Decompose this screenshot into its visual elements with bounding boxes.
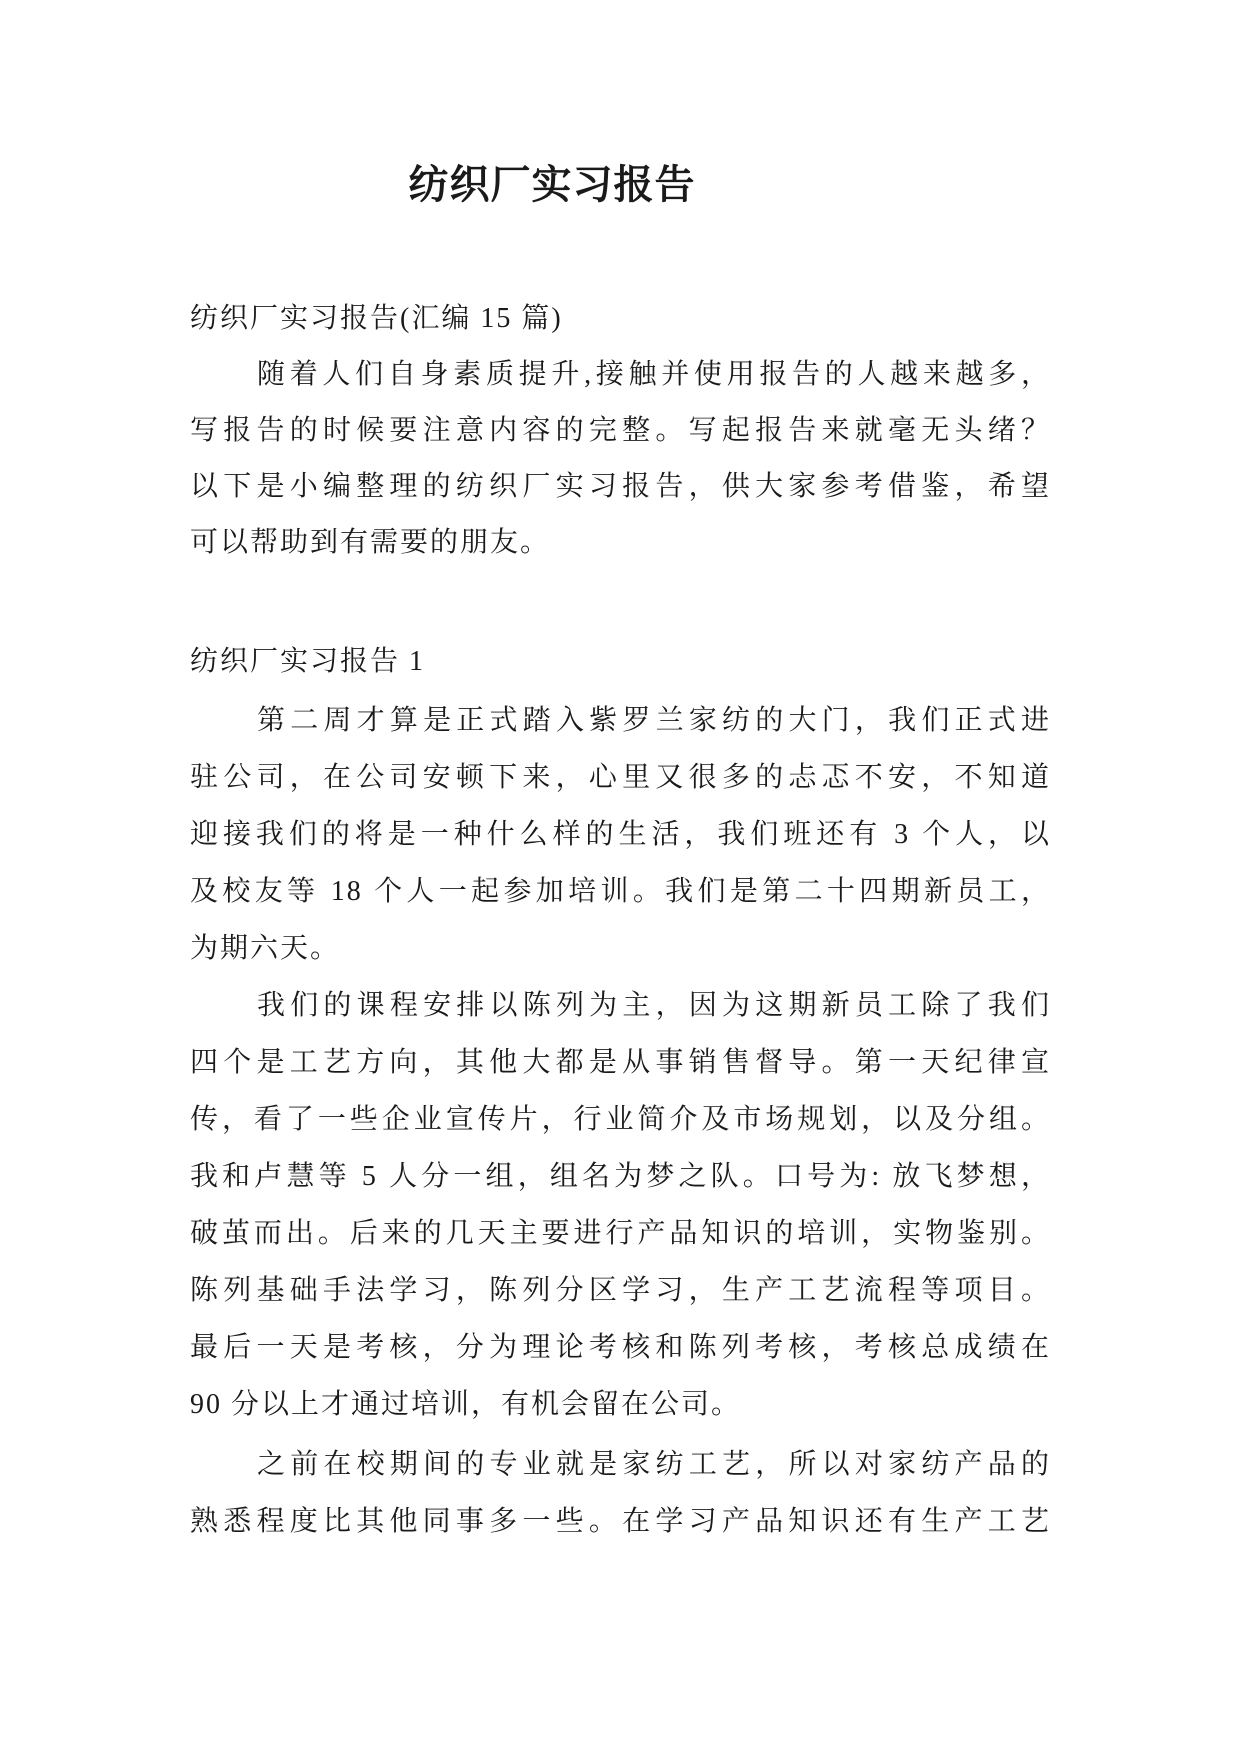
paragraph-line: 之前在校期间的专业就是家纺工艺，所以对家纺产品的 <box>257 1449 1051 1480</box>
document-title: 纺织厂实习报告 <box>408 162 696 207</box>
paragraph-line: 破茧而出。后来的几天主要进行产品知识的培训，实物鉴别。 <box>190 1218 1051 1249</box>
paragraph-line: 陈列基础手法学习，陈列分区学习，生产工艺流程等项目。 <box>190 1275 1051 1306</box>
paragraph <box>190 977 1051 1433</box>
paragraph <box>190 1436 1051 1550</box>
paragraph-line: 驻公司，在公司安顿下来，心里又很多的忐忑不安，不知道 <box>190 762 1051 793</box>
paragraph-line: 以下是小编整理的纺织厂实习报告，供大家参考借鉴，希望 <box>190 471 1051 502</box>
paragraph-line: 90 分以上才通过培训，有机会留在公司。 <box>190 1389 742 1420</box>
paragraph <box>190 692 1051 977</box>
paragraph-line: 写报告的时候要注意内容的完整。写起报告来就毫无头绪？ <box>190 415 1051 446</box>
paragraph-line: 及校友等 18 个人一起参加培训。我们是第二十四期新员工， <box>190 876 1051 907</box>
paragraph-line: 我和卢慧等 5 人分一组，组名为梦之队。口号为: 放飞梦想， <box>190 1161 1051 1192</box>
paragraph-line: 四个是工艺方向，其他大都是从事销售督导。第一天纪律宣 <box>190 1047 1051 1078</box>
intro-paragraph <box>190 347 1051 571</box>
paragraph-line: 最后一天是考核，分为理论考核和陈列考核，考核总成绩在 <box>190 1332 1051 1363</box>
document-subtitle: 纺织厂实习报告(汇编 15 篇) <box>190 303 563 334</box>
paragraph-line: 可以帮助到有需要的朋友。 <box>190 527 551 558</box>
document-body <box>190 290 1051 1550</box>
paragraph-line: 熟悉程度比其他同事多一些。在学习产品知识还有生产工艺 <box>190 1506 1051 1537</box>
paragraph-line: 我们的课程安排以陈列为主，因为这期新员工除了我们 <box>257 990 1051 1021</box>
paragraph-line: 随着人们自身素质提升,接触并使用报告的人越来越多， <box>257 359 1051 390</box>
section-heading: 纺织厂实习报告 1 <box>190 646 426 677</box>
paragraph-line: 传，看了一些企业宣传片，行业简介及市场规划，以及分组。 <box>190 1104 1051 1135</box>
paragraph-line: 为期六天。 <box>190 933 341 964</box>
paragraph-line: 第二周才算是正式踏入紫罗兰家纺的大门，我们正式进 <box>257 705 1051 736</box>
paragraph-line: 迎接我们的将是一种什么样的生活，我们班还有 3 个人，以 <box>190 819 1051 850</box>
